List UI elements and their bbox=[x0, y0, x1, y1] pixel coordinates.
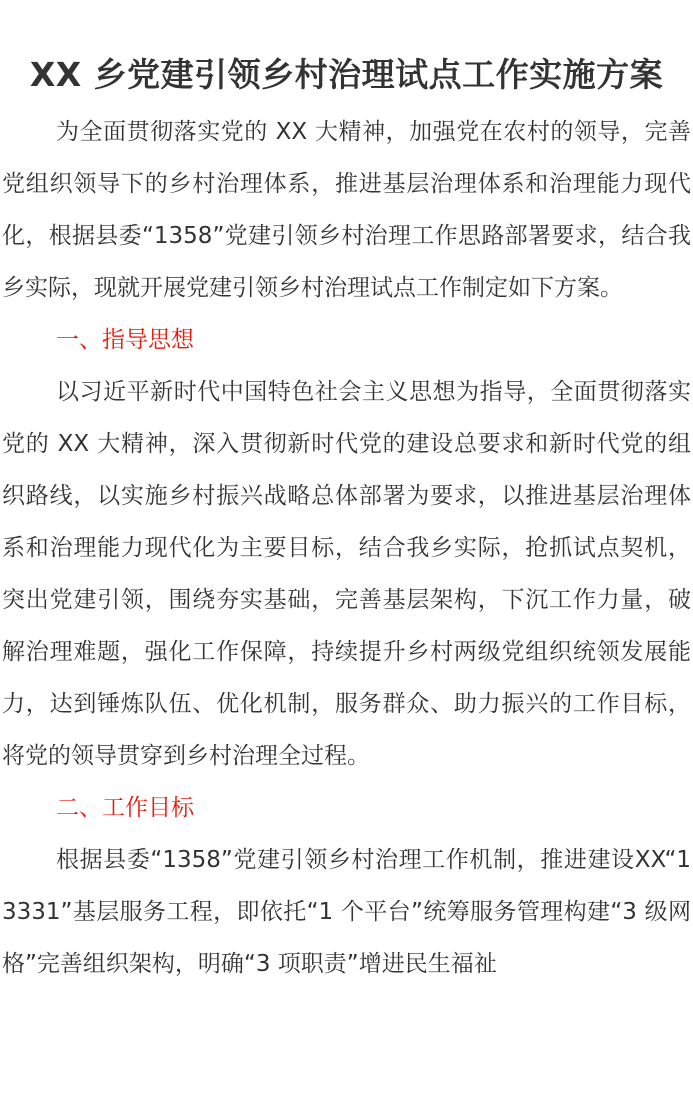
section-paragraph-guiding-ideology: 以习近平新时代中国特色社会主义思想为指导，全面贯彻落实党的 XX 大精神，深入贯彻新时代党的建设总要求和新时代党的组织路线，以实施乡村振兴战略总体部署为要求，以推进基层治理体系和治理能力现代化为主要目标，结合我乡实际，抢抓试点契机，突出党建引领，围绕夯实基础，完善基层架构，下沉工作力量，破解治理难题，强化工作保障，持续提升乡村两级党组织统领发展能力，达到锤炼队伍、优化机制，服务群众、助力振兴的工作目标，将党的领导贯穿到乡村治理全过程。 bbox=[2, 379, 691, 769]
intro-paragraph: 为全面贯彻落实党的 XX 大精神，加强党在农村的领导，完善党组织领导下的乡村治理体系，推进基层治理体系和治理能力现代化，根据县委“1358”党建引领乡村治理工作思路部署要求，结合我乡实际，现就开展党建引领乡村治理试点工作制定如下方案。 bbox=[2, 119, 691, 301]
document-title: XX 乡党建引领乡村治理试点工作实施方案 bbox=[29, 55, 664, 95]
document-body bbox=[2, 106, 691, 990]
section-heading-work-goals: 二、工作目标 bbox=[56, 795, 194, 821]
section-heading-guiding-ideology: 一、指导思想 bbox=[56, 327, 194, 353]
section-paragraph-work-goals: 根据县委“1358”党建引领乡村治理工作机制，推进建设XX“13331”基层服务工程，即依托“1 个平台”统筹服务管理构建“3 级网格”完善组织架构，明确“3 项职责”增进民生福祉 bbox=[2, 847, 691, 977]
